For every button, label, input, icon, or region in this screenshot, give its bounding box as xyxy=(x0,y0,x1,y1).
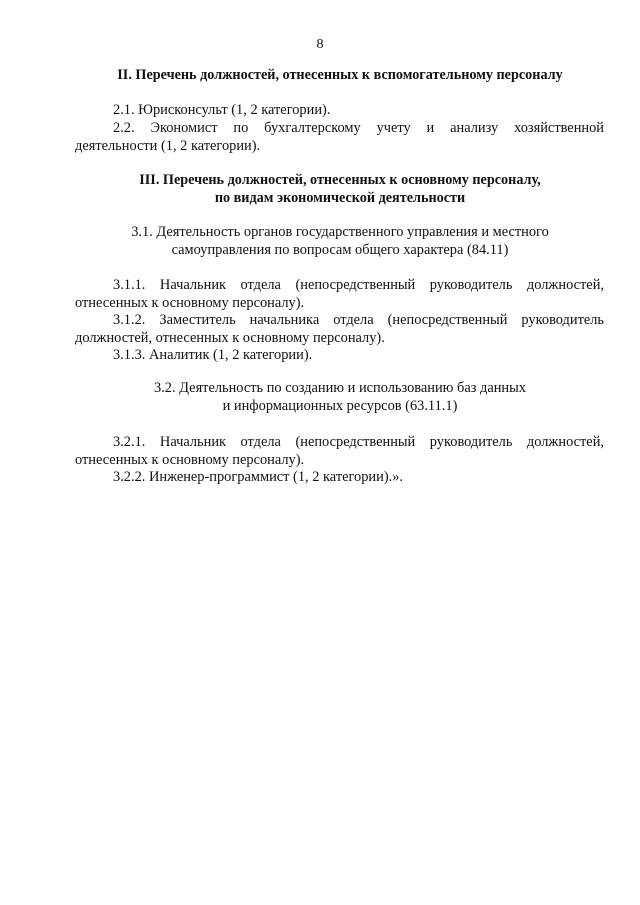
item-3-1-2-line-2: должностей, отнесенных к основному персоналу). xyxy=(75,330,385,346)
item-2-1-text: 2.1. Юрисконсульт (1, 2 категории). xyxy=(113,102,331,118)
section-3-heading xyxy=(60,171,620,207)
item-3-1-1-line-2: отнесенных к основному персоналу). xyxy=(75,295,305,311)
section-3-heading-line-1: III. Перечень должностей, отнесенных к основному персоналу, xyxy=(139,172,541,188)
item-3-2-1-line-1: 3.2.1. Начальник отдела (непосредственный руководитель должностей, xyxy=(113,434,604,450)
item-3-1-2-line-1: 3.1.2. Заместитель начальника отдела (непосредственный руководитель xyxy=(113,312,604,328)
subsection-3-1-title xyxy=(60,223,620,259)
item-2-2-line-1: 2.2. Экономист по бухгалтерскому учету и анализу хозяйственной xyxy=(113,120,604,136)
item-3-1-3 xyxy=(75,346,604,364)
subsection-3-2-title-line-2: и информационных ресурсов (63.11.1) xyxy=(222,398,458,414)
item-3-1-3-text: 3.1.3. Аналитик (1, 2 категории). xyxy=(113,347,313,363)
subsection-3-2-title xyxy=(60,379,620,415)
item-3-1-1-line-1: 3.1.1. Начальник отдела (непосредственный руководитель должностей, xyxy=(113,277,604,293)
page-number: 8 xyxy=(316,37,324,52)
section-2-item-1 xyxy=(75,101,604,119)
item-3-2-2-text: 3.2.2. Инженер-программист (1, 2 категории).». xyxy=(113,469,404,485)
subsection-3-1-title-line-1: 3.1. Деятельность органов государственного управления и местного xyxy=(131,224,549,240)
subsection-3-2-title-line-1: 3.2. Деятельность по созданию и использованию баз данных xyxy=(154,380,526,396)
item-3-2-2 xyxy=(75,468,604,486)
item-3-2-1 xyxy=(75,433,604,469)
section-3-heading-line-2: по видам экономической деятельности xyxy=(214,190,466,206)
item-2-2-line-2: деятельности (1, 2 категории). xyxy=(75,138,261,154)
section-2-item-2 xyxy=(75,119,604,155)
subsection-3-1-title-line-2: самоуправления по вопросам общего характера (84.11) xyxy=(171,242,509,258)
section-2-heading: II. Перечень должностей, отнесенных к вспомогательному персоналу xyxy=(117,67,563,83)
item-3-1-2 xyxy=(75,311,604,347)
item-3-1-1 xyxy=(75,276,604,312)
item-3-2-1-line-2: отнесенных к основному персоналу). xyxy=(75,452,305,468)
